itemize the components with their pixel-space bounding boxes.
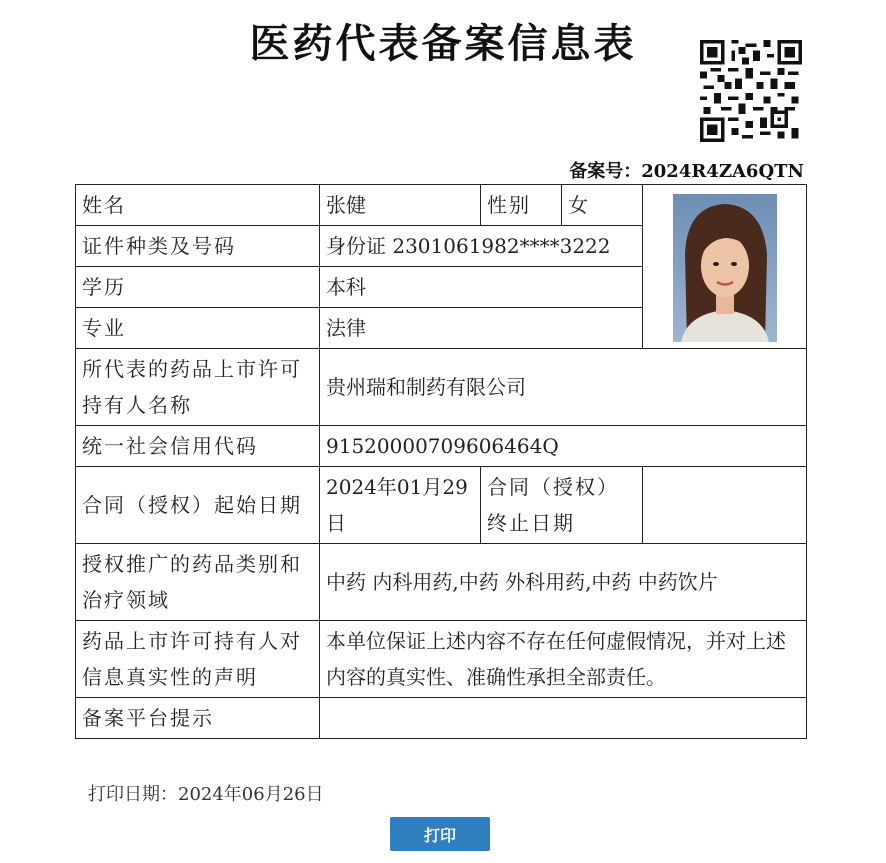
- declaration-value: 本单位保证上述内容不存在任何虚假情况，并对上述内容的真实性、准确性承担全部责任。: [320, 621, 807, 698]
- record-number-label: 备案号：: [569, 161, 642, 182]
- major-value: 法律: [320, 308, 643, 349]
- platform-hint-value: [320, 698, 807, 739]
- print-button[interactable]: 打印: [390, 817, 490, 851]
- page-title: 医药代表备案信息表: [249, 21, 637, 67]
- start-date-label: 合同（授权）起始日期: [76, 467, 320, 544]
- info-table: [75, 184, 807, 739]
- education-label: 学历: [76, 267, 320, 308]
- major-label: 专业: [76, 308, 320, 349]
- scope-value: 中药 内科用药,中药 外科用药,中药 中药饮片: [320, 544, 807, 621]
- gender-value: 女: [562, 185, 643, 226]
- platform-hint-label: 备案平台提示: [76, 698, 320, 739]
- id-label: 证件种类及号码: [76, 226, 320, 267]
- end-date-label: 合同（授权）终止日期: [481, 467, 643, 544]
- declaration-label: 药品上市许可持有人对信息真实性的声明: [76, 621, 320, 698]
- end-date-value: [643, 467, 807, 544]
- photo-cell: [643, 185, 807, 349]
- education-value: 本科: [320, 267, 643, 308]
- qr-code-icon: [700, 40, 802, 142]
- record-number-value: 2024R4ZA6QTN: [641, 161, 804, 182]
- name-value: 张健: [320, 185, 481, 226]
- gender-label: 性别: [481, 185, 562, 226]
- credit-code-label: 统一社会信用代码: [76, 426, 320, 467]
- start-date-value: 2024年01月29日: [320, 467, 481, 544]
- scope-label: 授权推广的药品类别和治疗领域: [76, 544, 320, 621]
- print-date-value: 2024年06月26日: [178, 784, 324, 805]
- id-value: 身份证 2301061982****3222: [320, 226, 643, 267]
- name-label: 姓名: [76, 185, 320, 226]
- holder-label: 所代表的药品上市许可持有人名称: [76, 349, 320, 426]
- credit-code-value: 91520000709606464Q: [320, 426, 807, 467]
- portrait-photo: [673, 194, 777, 342]
- print-date-label: 打印日期：: [88, 784, 178, 805]
- print-date: [88, 780, 324, 806]
- record-number: [569, 157, 804, 183]
- holder-value: 贵州瑞和制药有限公司: [320, 349, 807, 426]
